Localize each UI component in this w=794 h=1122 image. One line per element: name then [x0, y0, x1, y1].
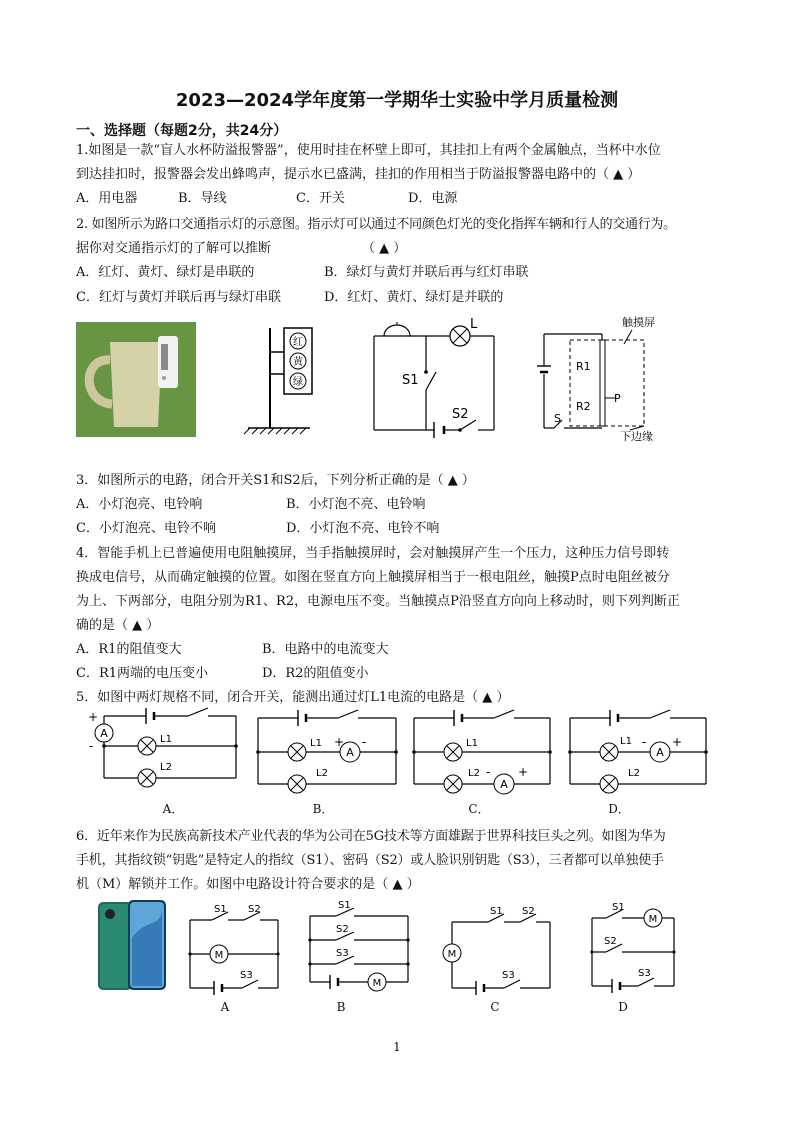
p-label: P	[614, 392, 621, 405]
svg-text:S2: S2	[604, 936, 617, 947]
q2-line2: 据你对交通指示灯的了解可以推断	[76, 241, 272, 256]
q4-line3: 为上、下两部分，电阻分别为R1、R2，电源电压不变。当触摸点P沿竖直方向向上移动时，则下列判断正	[76, 594, 680, 609]
q2-option-c: C．红灯与黄灯并联后再与绿灯串联	[76, 290, 281, 305]
bell-lamp-circuit	[366, 316, 502, 438]
r1-label: R1	[576, 360, 591, 373]
q4-option-c: C．R1两端的电压变小	[76, 666, 209, 681]
q6-circuit-b	[300, 898, 416, 998]
q6-line3: 机（M）解锁并工作。如图中电路设计符合要求的是（ ▲ ）	[76, 877, 420, 892]
svg-text:A: A	[346, 746, 354, 759]
svg-text:S2: S2	[336, 924, 349, 935]
q4-line4: 确的是（ ▲ ）	[76, 618, 160, 633]
svg-text:-: -	[89, 739, 94, 753]
svg-text:L1: L1	[466, 738, 478, 749]
q6-caption-a: A	[220, 1000, 230, 1014]
lamp-label: L	[470, 317, 478, 332]
q5-circuit-a	[84, 706, 244, 798]
q3-option-b: B．小灯泡不亮、电铃响	[286, 497, 426, 512]
page-title: 2023—2024学年度第一学期华士实验中学月质量检测	[175, 90, 619, 111]
svg-text:S3: S3	[240, 970, 253, 981]
mug-alarm-photo	[76, 322, 196, 437]
q6-line2: 手机，其指纹锁“钥匙”是特定人的指纹（S1）、密码（S2）或人脸识别钥匙（S3），三者都可以单独使手	[76, 853, 664, 868]
touch-screen-label: 触摸屏	[622, 316, 655, 329]
svg-text:-: -	[486, 765, 491, 779]
q3-option-a: A．小灯泡亮、电铃响	[76, 497, 203, 512]
q3-option-c: C．小灯泡亮、电铃不响	[76, 521, 216, 536]
q4-line2: 换成电信号，从而确定触摸的位置。如图在竖直方向上触摸屏相当于一根电阻丝，触摸P点时电阻丝被分	[76, 570, 670, 585]
light-green-label: 绿	[293, 377, 303, 388]
q4-option-d: D．R2的阻值变小	[262, 666, 369, 681]
q1-option-a: A．用电器	[76, 191, 138, 206]
phone-photo	[96, 898, 170, 994]
q5-line1: 5．如图中两灯规格不同，闭合开关，能测出通过灯L1电流的电路是（ ▲ ）	[76, 690, 510, 705]
svg-text:L1: L1	[310, 738, 322, 749]
svg-text:L2: L2	[160, 762, 172, 773]
touch-screen-diagram	[534, 316, 674, 444]
q5-circuit-c	[410, 706, 560, 798]
q1-line2: 到达挂扣时，报警器会发出蜂鸣声，提示水已盛满，挂扣的作用相当于防溢报警器电路中的（ ▲ ）	[76, 167, 641, 182]
svg-text:-: -	[642, 735, 647, 749]
q5-caption-d: D．	[608, 802, 630, 816]
q6-caption-c: C	[490, 1000, 500, 1014]
svg-text:M: M	[372, 978, 382, 989]
q2-option-a: A．红灯、黄灯、绿灯是串联的	[76, 265, 255, 280]
svg-text:-: -	[362, 735, 367, 749]
svg-text:+: +	[672, 735, 683, 749]
svg-text:S1: S1	[490, 906, 503, 917]
svg-text:A: A	[500, 778, 508, 791]
q4-option-a: A．R1的阻值变大	[76, 642, 182, 657]
q1-option-b: B．导线	[178, 191, 227, 206]
svg-text:L2: L2	[316, 768, 328, 779]
q2-option-d: D．红灯、黄灯、绿灯是并联的	[324, 290, 504, 305]
q2-option-b: B．绿灯与黄灯并联后再与红灯串联	[324, 265, 529, 280]
q6-circuit-d	[582, 898, 682, 998]
svg-text:S3: S3	[336, 948, 349, 959]
svg-text:+: +	[88, 710, 99, 724]
q4-option-b: B．电路中的电流变大	[262, 642, 389, 657]
q5-caption-a: A．	[162, 802, 184, 816]
svg-text:A: A	[100, 727, 108, 740]
svg-text:L1: L1	[160, 734, 172, 745]
q1-option-c: C．开关	[296, 191, 345, 206]
svg-text:S3: S3	[638, 968, 651, 979]
q3-option-d: D．小灯泡不亮、电铃不响	[286, 521, 440, 536]
svg-text:+: +	[334, 735, 345, 749]
svg-text:+: +	[518, 765, 529, 779]
svg-text:S2: S2	[248, 904, 261, 915]
svg-text:S1: S1	[338, 900, 351, 911]
page-number: 1	[393, 1040, 401, 1054]
q6-circuit-c	[440, 900, 556, 998]
q6-caption-d: D	[618, 1000, 628, 1014]
q6-caption-b: B	[336, 1000, 346, 1014]
svg-text:L2: L2	[468, 768, 480, 779]
q6-circuit-a	[184, 900, 284, 998]
svg-text:M: M	[648, 914, 658, 925]
switch-s1-label: S1	[402, 373, 419, 388]
q5-circuit-b	[254, 706, 404, 798]
svg-text:S2: S2	[522, 906, 535, 917]
svg-text:M: M	[447, 949, 457, 960]
switch-s2-label: S2	[452, 407, 469, 422]
q2-answer-mark: （ ▲ ）	[362, 241, 407, 256]
q5-caption-c: C．	[468, 802, 490, 816]
svg-text:L2: L2	[628, 768, 640, 779]
q6-line1: 6．近年来作为民族高新技术产业代表的华为公司在5G技术等方面雄踞于世界科技巨头之列。如图为华为	[76, 829, 666, 844]
r2-label: R2	[576, 400, 591, 413]
light-yellow-label: 黄	[293, 357, 303, 368]
q5-caption-b: B．	[312, 802, 334, 816]
svg-text:S1: S1	[612, 902, 625, 913]
q1-line1: 1.如图是一款“盲人水杯防溢报警器”，使用时挂在杯壁上即可，其挂扣上有两个金属触点，当杯中水位	[76, 143, 661, 158]
q5-circuit-d	[566, 706, 716, 798]
traffic-light-diagram	[240, 322, 326, 437]
q1-option-d: D．电源	[408, 191, 458, 206]
svg-text:S1: S1	[214, 904, 227, 915]
switch-s-label: S	[554, 412, 561, 425]
svg-text:A: A	[656, 746, 664, 759]
lower-edge-label: 下边缘	[620, 430, 653, 443]
section-heading: 一、选择题（每题2分，共24分）	[76, 123, 288, 139]
light-red-label: 红	[293, 337, 303, 348]
svg-text:M: M	[214, 950, 224, 961]
q2-line1: 2. 如图所示为路口交通指示灯的示意图。指示灯可以通过不同颜色灯光的变化指挥车辆和行人的交通行为。	[76, 217, 676, 232]
q4-line1: 4．智能手机上已普遍使用电阻触摸屏，当手指触摸屏时，会对触摸屏产生一个压力，这种压力信号即转	[76, 546, 670, 561]
svg-text:L1: L1	[620, 736, 632, 747]
q3-line1: 3．如图所示的电路，闭合开关S1和S2后，下列分析正确的是（ ▲ ）	[76, 473, 475, 488]
svg-text:S3: S3	[502, 970, 515, 981]
